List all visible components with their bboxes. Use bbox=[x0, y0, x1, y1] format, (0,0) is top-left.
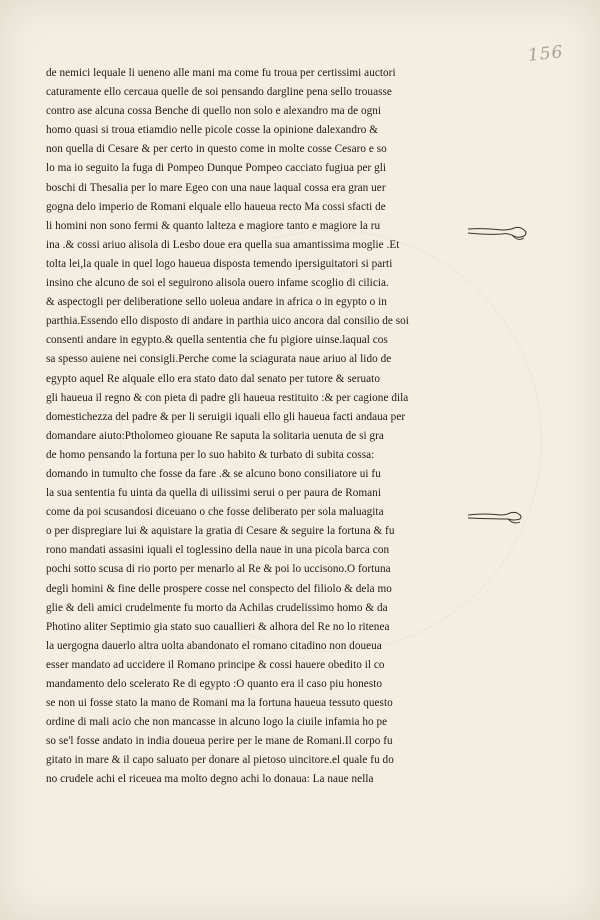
text-line: boschi di Thesalia per lo mare Egeo con una naue laqual cossa era gran uer bbox=[46, 181, 386, 194]
text-line: lo ma io seguito la fuga di Pompeo Dunque Pompeo cacciato fugiua per gli bbox=[46, 162, 387, 175]
text-line: gli haueua il regno & con pieta di padre gli haueua restituito :& per cagione dila bbox=[46, 391, 409, 404]
text-line: degli homini & fine delle prospere cosse nel conspecto del filiolo & dela mo bbox=[46, 582, 392, 595]
text-line: ina .& cossi ariuo alisola di Lesbo doue era quella sua amantissima moglie .Et bbox=[46, 238, 400, 251]
text-line: pochi sotto scusa di rio porto per menarlo al Re & poi lo uccisono.O fortuna bbox=[46, 563, 391, 576]
text-line: insino che alcuno de soi el seguirono alisola ouero infame scoglio di cilicia. bbox=[46, 277, 389, 290]
folio-number: 156 bbox=[527, 42, 565, 66]
text-line: egypto aquel Re alquale ello era stato dato dal senato per tutore & seruato bbox=[46, 372, 380, 385]
text-line: domandare aiuto:Ptholomeo giouane Re saputa la solitaria uenuta de si gra bbox=[46, 429, 384, 442]
text-line: o per dispregiare lui & aquistare la gratia di Cesare & seguire la fortuna & fu bbox=[46, 525, 395, 538]
text-line: de nemici lequale li ueneno alle mani ma come fu troua per certissimi auctori bbox=[46, 67, 396, 79]
text-line: li homini non sono fermi & quanto lalteza e magiore tanto e magiore la ru bbox=[46, 219, 381, 232]
text-line: homo quasi si troua etiamdio nelle picole cosse la opinione dalexandro & bbox=[46, 124, 378, 137]
text-line: so se'l fosse andato in india doueua perire per le mane de Romani.Il corpo fu bbox=[46, 735, 393, 748]
text-block bbox=[46, 64, 466, 790]
text-line: non quella di Cesare & per certo in questo come in molte cosse Cesaro e so bbox=[46, 143, 387, 156]
text-line: parthia.Essendo ello disposto di andare in parthia uico ancora dal consilio de soi bbox=[46, 315, 409, 328]
text-line: consenti andare in egypto.& quella sententia che fu pigiore uinse.laqual cos bbox=[46, 334, 388, 347]
manicule-icon bbox=[466, 505, 536, 527]
text-line: esser mandato ad uccidere il Romano principe & cossi hauere obedito il co bbox=[46, 658, 385, 671]
text-line: gitato in mare & il capo saluato per donare al pietoso uincitore.el quale fu do bbox=[46, 754, 394, 767]
text-line: ordine di mali acio che non mancasse in alcuno logo la ciuile infamia ho pe bbox=[46, 716, 388, 729]
text-line: come da poi scusandosi diceuano o che fosse deliberato per sola maluagita bbox=[46, 506, 384, 519]
text-line: & aspectogli per deliberatione sello uoleua andare in africa o in egypto o in bbox=[46, 296, 387, 309]
text-line: la uergogna dauerlo altra uolta abandonato el romano citadino non doueua bbox=[46, 639, 382, 652]
text-line: tolta lei,la quale in quel logo haueua disposta temendo ipersiguitatori si parti bbox=[46, 257, 393, 270]
text-line: no crudele achi el riceuea ma molto degno achi lo donaua: La naue nella bbox=[46, 773, 374, 786]
manicule-icon bbox=[466, 220, 536, 242]
text-line: domestichezza del padre & per li seruigii iquali ello gli haueua facti andaua per bbox=[46, 410, 406, 423]
text-line: caturamente ello cercaua quelle de soi pensando dargline pena sello trouasse bbox=[46, 86, 392, 99]
text-line: sa spesso auiene nei consigli.Perche come la sciagurata naue ariuo al lido de bbox=[46, 353, 392, 366]
text-line: gogna delo imperio de Romani elquale ello haueua recto Ma cossi sfacti de bbox=[46, 200, 386, 213]
text-line: de homo pensando la fortuna per lo suo habito & turbato di subita cossa: bbox=[46, 448, 375, 461]
text-line: glie & deli amici crudelmente fu morto da Achilas crudelissimo homo & da bbox=[46, 601, 388, 614]
text-line: se non ui fosse stato la mano de Romani ma la fortuna haueua tessuto questo bbox=[46, 697, 393, 710]
text-line: Photino aliter Septimio gia stato suo cauallieri & alhora del Re no lo ritenea bbox=[46, 620, 390, 633]
text-line: contro ase alcuna cossa Benche di quello non solo e alexandro ma de ogni bbox=[46, 105, 382, 118]
text-line: la sua sententia fu uinta da quella di uilissimi serui o per paura de Romani bbox=[46, 487, 381, 500]
text-line: domando in tumulto che fosse da fare .& se alcuno bono consiliatore ui fu bbox=[46, 467, 381, 480]
text-line: rono mandati assasini iquali el toglessino della naue in una picola barca con bbox=[46, 544, 390, 557]
text-line: mandamento delo scelerato Re di egypto :O quanto era il caso piu honesto bbox=[46, 678, 383, 690]
